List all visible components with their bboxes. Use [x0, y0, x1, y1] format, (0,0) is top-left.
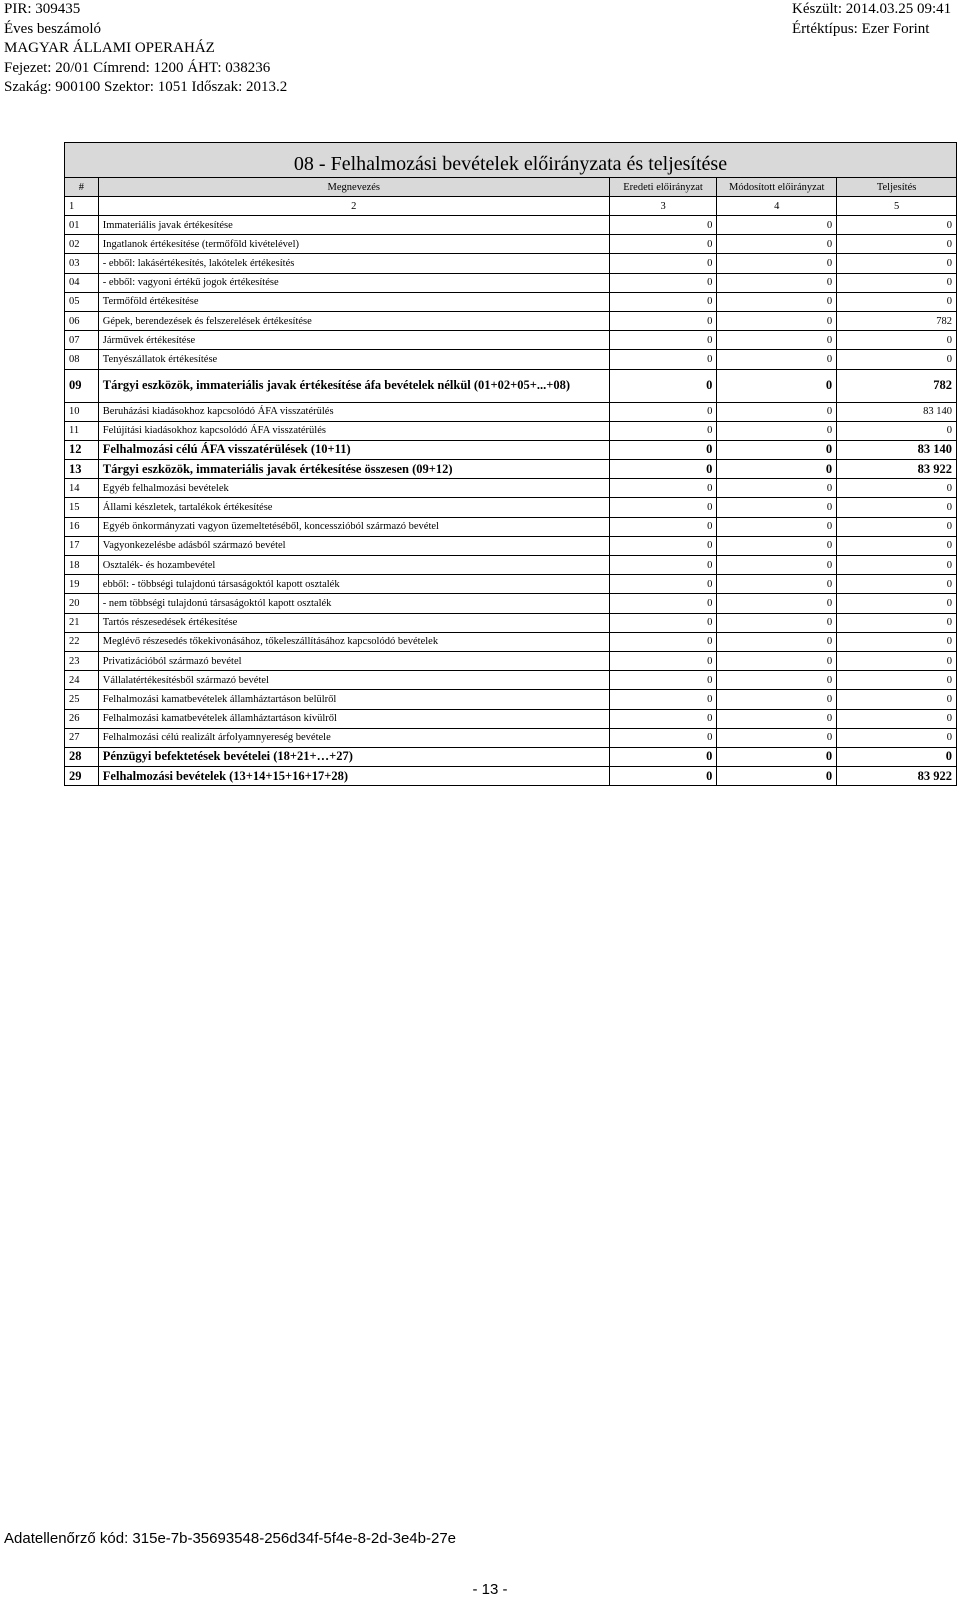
row-name: Felhalmozási célú ÁFA visszatérülések (10+11) — [98, 440, 609, 459]
row-original-value: 0 — [609, 498, 717, 517]
row-modified-value: 0 — [717, 292, 837, 311]
table-row — [65, 331, 957, 350]
row-original-value: 0 — [609, 671, 717, 690]
row-name: Járművek értékesítése — [98, 331, 609, 350]
column-header-original: Eredeti előirányzat — [609, 178, 717, 197]
row-modified-value: 0 — [717, 767, 837, 786]
row-modified-value: 0 — [717, 369, 837, 402]
row-original-value: 0 — [609, 273, 717, 292]
row-modified-value: 0 — [717, 216, 837, 235]
row-modified-value: 0 — [717, 350, 837, 369]
row-modified-value: 0 — [717, 254, 837, 273]
row-modified-value: 0 — [717, 460, 837, 479]
row-name: Felhalmozási célú realizált árfolyamnyereség bevétele — [98, 728, 609, 747]
column-number: 3 — [609, 197, 717, 216]
row-actual-value: 0 — [837, 613, 957, 632]
table-row — [65, 216, 957, 235]
row-actual-value: 0 — [837, 671, 957, 690]
row-number: 25 — [65, 690, 99, 709]
table-row — [65, 767, 957, 786]
column-header-num: # — [65, 178, 99, 197]
page-number: - 13 - — [472, 1581, 508, 1598]
row-original-value: 0 — [609, 709, 717, 728]
row-number: 14 — [65, 479, 99, 498]
row-actual-value: 83 922 — [837, 767, 957, 786]
row-modified-value: 0 — [717, 235, 837, 254]
row-name: Felhalmozási kamatbevételek államháztartáson kívülről — [98, 709, 609, 728]
table-row — [65, 556, 957, 575]
row-number: 10 — [65, 402, 99, 421]
row-number: 02 — [65, 235, 99, 254]
row-actual-value: 0 — [837, 350, 957, 369]
row-original-value: 0 — [609, 594, 717, 613]
institution-line: MAGYAR ÁLLAMI OPERAHÁZ — [4, 40, 215, 56]
row-name: Tartós részesedések értékesítése — [98, 613, 609, 632]
row-modified-value: 0 — [717, 709, 837, 728]
row-original-value: 0 — [609, 479, 717, 498]
row-modified-value: 0 — [717, 479, 837, 498]
row-actual-value: 0 — [837, 594, 957, 613]
row-actual-value: 782 — [837, 369, 957, 402]
row-number: 21 — [65, 613, 99, 632]
row-original-value: 0 — [609, 536, 717, 555]
row-number: 28 — [65, 747, 99, 766]
row-original-value: 0 — [609, 690, 717, 709]
table-row — [65, 709, 957, 728]
row-number: 29 — [65, 767, 99, 786]
row-number: 23 — [65, 651, 99, 670]
row-name: Tárgyi eszközök, immateriális javak értékesítése áfa bevételek nélkül (01+02+05+...+08) — [98, 369, 609, 402]
table-row — [65, 651, 957, 670]
table-row — [65, 613, 957, 632]
row-original-value: 0 — [609, 331, 717, 350]
column-number: 2 — [98, 197, 609, 216]
row-name: Felújítási kiadásokhoz kapcsolódó ÁFA visszatérülés — [98, 421, 609, 440]
row-name: Felhalmozási bevételek (13+14+15+16+17+28) — [98, 767, 609, 786]
table-row — [65, 728, 957, 747]
row-name: Egyéb önkormányzati vagyon üzemeltetéséből, koncesszióból származó bevétel — [98, 517, 609, 536]
row-modified-value: 0 — [717, 273, 837, 292]
row-modified-value: 0 — [717, 440, 837, 459]
row-modified-value: 0 — [717, 594, 837, 613]
row-name: Privatizációból származó bevétel — [98, 651, 609, 670]
row-original-value: 0 — [609, 350, 717, 369]
revenue-table — [64, 142, 957, 786]
row-original-value: 0 — [609, 292, 717, 311]
row-original-value: 0 — [609, 613, 717, 632]
column-header-actual: Teljesítés — [837, 178, 957, 197]
row-number: 03 — [65, 254, 99, 273]
created-line: Készült: 2014.03.25 09:41 — [792, 1, 952, 17]
table-row — [65, 273, 957, 292]
row-name: Immateriális javak értékesítése — [98, 216, 609, 235]
row-name: Gépek, berendezések és felszerelések értékesítése — [98, 311, 609, 330]
table-row — [65, 421, 957, 440]
table-row — [65, 350, 957, 369]
table-row — [65, 575, 957, 594]
row-original-value: 0 — [609, 402, 717, 421]
row-actual-value: 0 — [837, 498, 957, 517]
row-number: 08 — [65, 350, 99, 369]
row-number: 13 — [65, 460, 99, 479]
table-row — [65, 747, 957, 766]
report-header-left — [4, 0, 287, 98]
row-name: - nem többségi tulajdonú társaságoktól kapott osztalék — [98, 594, 609, 613]
row-original-value: 0 — [609, 216, 717, 235]
row-actual-value: 0 — [837, 254, 957, 273]
row-original-value: 0 — [609, 767, 717, 786]
value-type-line: Értéktípus: Ezer Forint — [792, 20, 930, 37]
row-name: Ingatlanok értékesítése (termőföld kivételével) — [98, 235, 609, 254]
row-modified-value: 0 — [717, 671, 837, 690]
row-actual-value: 0 — [837, 292, 957, 311]
row-name: Felhalmozási kamatbevételek államháztartáson belülről — [98, 690, 609, 709]
row-original-value: 0 — [609, 421, 717, 440]
report-header-right — [792, 0, 951, 39]
row-modified-value: 0 — [717, 632, 837, 651]
row-actual-value: 0 — [837, 517, 957, 536]
row-number: 01 — [65, 216, 99, 235]
row-original-value: 0 — [609, 517, 717, 536]
row-number: 17 — [65, 536, 99, 555]
row-number: 04 — [65, 273, 99, 292]
table-row — [65, 671, 957, 690]
column-number-row — [65, 197, 957, 216]
table-title: 08 - Felhalmozási bevételek előirányzata és teljesítése — [65, 143, 957, 178]
column-number: 5 — [837, 197, 957, 216]
row-original-value: 0 — [609, 728, 717, 747]
table-row — [65, 632, 957, 651]
table-row — [65, 536, 957, 555]
table-row — [65, 311, 957, 330]
table-row — [65, 254, 957, 273]
row-number: 05 — [65, 292, 99, 311]
row-name: ebből: - többségi tulajdonú társaságoktól kapott osztalék — [98, 575, 609, 594]
row-modified-value: 0 — [717, 613, 837, 632]
table-row — [65, 235, 957, 254]
row-original-value: 0 — [609, 632, 717, 651]
row-original-value: 0 — [609, 235, 717, 254]
row-actual-value: 0 — [837, 273, 957, 292]
row-name: Állami készletek, tartalékok értékesítése — [98, 498, 609, 517]
row-modified-value: 0 — [717, 331, 837, 350]
row-number: 26 — [65, 709, 99, 728]
row-actual-value: 0 — [837, 556, 957, 575]
row-name: Beruházási kiadásokhoz kapcsolódó ÁFA visszatérülés — [98, 402, 609, 421]
row-actual-value: 0 — [837, 632, 957, 651]
row-actual-value: 83 922 — [837, 460, 957, 479]
row-number: 07 — [65, 331, 99, 350]
table-row — [65, 690, 957, 709]
row-name: Egyéb felhalmozási bevételek — [98, 479, 609, 498]
table-row — [65, 440, 957, 459]
row-number: 16 — [65, 517, 99, 536]
table-row — [65, 517, 957, 536]
table-row — [65, 369, 957, 402]
row-modified-value: 0 — [717, 498, 837, 517]
row-actual-value: 0 — [837, 216, 957, 235]
row-actual-value: 83 140 — [837, 440, 957, 459]
row-number: 24 — [65, 671, 99, 690]
row-modified-value: 0 — [717, 747, 837, 766]
row-modified-value: 0 — [717, 575, 837, 594]
row-modified-value: 0 — [717, 536, 837, 555]
row-name: Termőföld értékesítése — [98, 292, 609, 311]
column-header-name: Megnevezés — [98, 178, 609, 197]
column-number: 4 — [717, 197, 837, 216]
row-original-value: 0 — [609, 575, 717, 594]
row-actual-value: 0 — [837, 651, 957, 670]
row-actual-value: 0 — [837, 747, 957, 766]
table-row — [65, 479, 957, 498]
row-name: Meglévő részesedés tőkekivonásához, tőkeleszállításához kapcsolódó bevételek — [98, 632, 609, 651]
row-original-value: 0 — [609, 311, 717, 330]
row-original-value: 0 — [609, 747, 717, 766]
row-original-value: 0 — [609, 556, 717, 575]
row-original-value: 0 — [609, 651, 717, 670]
row-actual-value: 0 — [837, 536, 957, 555]
row-actual-value: 83 140 — [837, 402, 957, 421]
row-modified-value: 0 — [717, 728, 837, 747]
row-modified-value: 0 — [717, 421, 837, 440]
row-modified-value: 0 — [717, 690, 837, 709]
row-number: 18 — [65, 556, 99, 575]
row-actual-value: 0 — [837, 709, 957, 728]
row-name: - ebből: vagyoni értékű jogok értékesítése — [98, 273, 609, 292]
report-type-line: Éves beszámoló — [4, 20, 102, 37]
row-actual-value: 782 — [837, 311, 957, 330]
table-row — [65, 402, 957, 421]
row-modified-value: 0 — [717, 311, 837, 330]
row-name: Tenyészállatok értékesítése — [98, 350, 609, 369]
row-name: Pénzügyi befektetések bevételei (18+21+…+27) — [98, 747, 609, 766]
row-number: 06 — [65, 311, 99, 330]
sector-line: Szakág: 900100 Szektor: 1051 Időszak: 2013.2 — [4, 79, 288, 95]
row-number: 20 — [65, 594, 99, 613]
table-row — [65, 498, 957, 517]
column-header-row — [65, 178, 957, 197]
page-number-wrap — [0, 1581, 960, 1598]
row-name: Tárgyi eszközök, immateriális javak értékesítése összesen (09+12) — [98, 460, 609, 479]
row-number: 19 — [65, 575, 99, 594]
row-name: Osztalék- és hozambevétel — [98, 556, 609, 575]
chapter-line: Fejezet: 20/01 Címrend: 1200 ÁHT: 038236 — [4, 59, 271, 76]
table-row — [65, 292, 957, 311]
column-number: 1 — [65, 197, 99, 216]
row-modified-value: 0 — [717, 556, 837, 575]
row-number: 15 — [65, 498, 99, 517]
row-actual-value: 0 — [837, 421, 957, 440]
row-actual-value: 0 — [837, 479, 957, 498]
row-number: 11 — [65, 421, 99, 440]
row-actual-value: 0 — [837, 690, 957, 709]
row-number: 27 — [65, 728, 99, 747]
table-title-row — [65, 143, 957, 178]
row-actual-value: 0 — [837, 331, 957, 350]
table-row — [65, 594, 957, 613]
row-original-value: 0 — [609, 440, 717, 459]
row-modified-value: 0 — [717, 651, 837, 670]
row-original-value: 0 — [609, 369, 717, 402]
row-name: Vagyonkezelésbe adásból származó bevétel — [98, 536, 609, 555]
table-row — [65, 460, 957, 479]
row-original-value: 0 — [609, 254, 717, 273]
row-actual-value: 0 — [837, 235, 957, 254]
row-number: 09 — [65, 369, 99, 402]
pir-line: PIR: 309435 — [4, 1, 81, 17]
row-modified-value: 0 — [717, 517, 837, 536]
row-actual-value: 0 — [837, 575, 957, 594]
row-actual-value: 0 — [837, 728, 957, 747]
column-header-modified: Módosított előirányzat — [717, 178, 837, 197]
row-number: 12 — [65, 440, 99, 459]
row-name: - ebből: lakásértékesítés, lakótelek értékesítés — [98, 254, 609, 273]
row-modified-value: 0 — [717, 402, 837, 421]
data-check-code: Adatellenőrző kód: 315e-7b-35693548-256d34f-5f4e-8-2d-3e4b-27e — [4, 1530, 457, 1547]
row-original-value: 0 — [609, 460, 717, 479]
row-name: Vállalatértékesítésből származó bevétel — [98, 671, 609, 690]
row-number: 22 — [65, 632, 99, 651]
